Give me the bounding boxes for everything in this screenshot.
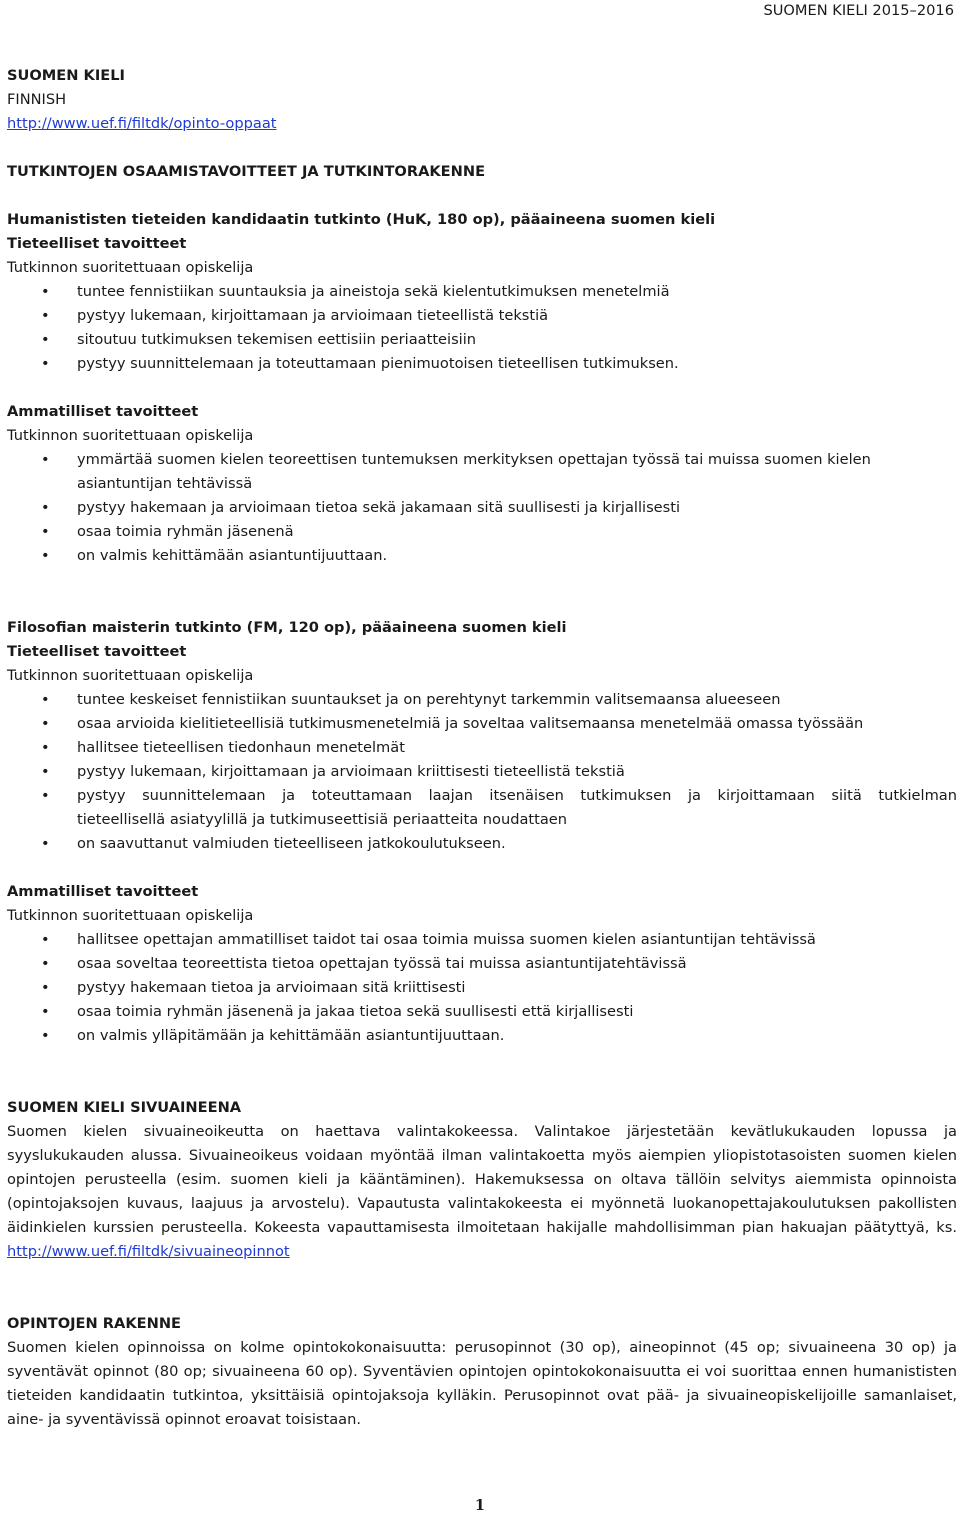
list-item-line: • ymmärtää suomen kielen teoreettisen tuntemuksen merkityksen opettajan työssä tai muissa suomen kielen bbox=[77, 451, 871, 468]
subject-title-en: FINNISH bbox=[7, 91, 67, 108]
minor-paragraph bbox=[7, 1120, 957, 1264]
list-item bbox=[7, 448, 957, 496]
fm-sci-heading: Tieteelliset tavoitteet bbox=[7, 643, 187, 660]
hum-pro-intro: Tutkinnon suoritettuaan opiskelija bbox=[7, 427, 254, 444]
running-header: SUOMEN KIELI 2015–2016 bbox=[763, 2, 954, 19]
list-item: • tuntee fennistiikan suuntauksia ja aineistoja sekä kielentutkimuksen menetelmiä bbox=[7, 280, 957, 304]
list-item: • pystyy suunnittelemaan ja toteuttamaan pienimuotoisen tieteellisen tutkimuksen. bbox=[7, 352, 957, 376]
list-item: • pystyy hakemaan ja arvioimaan tietoa sekä jakamaan sitä suullisesti ja kirjallisesti bbox=[7, 496, 957, 520]
hum-pro-list bbox=[7, 448, 957, 568]
fm-sci-list bbox=[7, 688, 957, 856]
structure-title: OPINTOJEN RAKENNE bbox=[7, 1315, 182, 1332]
fm-sci-intro: Tutkinnon suoritettuaan opiskelija bbox=[7, 667, 254, 684]
page-number: 1 bbox=[474, 1497, 486, 1514]
hum-sci-heading: Tieteelliset tavoitteet bbox=[7, 235, 187, 252]
section-title: TUTKINTOJEN OSAAMISTAVOITTEET JA TUTKINTORAKENNE bbox=[7, 163, 486, 180]
list-item-line: • pystyy suunnittelemaan ja toteuttamaan laajan itsenäisen tutkimuksen ja kirjoittamaan siitä tutkielman bbox=[77, 787, 957, 804]
list-item: • on valmis ylläpitämään ja kehittämään asiantuntijuuttaan. bbox=[7, 1024, 957, 1048]
list-item: • pystyy lukemaan, kirjoittamaan ja arvioimaan kriittisesti tieteellistä tekstiä bbox=[7, 760, 957, 784]
list-item-line: asiantuntijan tehtävissä bbox=[77, 475, 253, 492]
fm-pro-list bbox=[7, 928, 957, 1048]
list-item: • hallitsee opettajan ammatilliset taidot tai osaa toimia muissa suomen kielen asiantuntijan tehtävissä bbox=[7, 928, 957, 952]
list-item bbox=[7, 784, 957, 832]
list-item: • osaa arvioida kielitieteellisiä tutkimusmenetelmiä ja soveltaa valitsemaansa menetelmää omassa työssään bbox=[7, 712, 957, 736]
fm-pro-heading: Ammatilliset tavoitteet bbox=[7, 883, 199, 900]
minor-studies-link[interactable]: http://www.uef.fi/filtdk/sivuaineopinnot bbox=[7, 1243, 290, 1260]
structure-paragraph: Suomen kielen opinnoissa on kolme opintokokonaisuutta: perusopinnot (30 op), aineopinnot (45 op; sivuaineena 30 op) ja syventävät opinnot (80 op; sivuaineena 60 op). Syventävien opintojen opintokokonaisuutta ei voi suorittaa ennen humanististen tieteiden kandidaatin tutkintoa, yksittäisiä opintojaksoja kylläkin. Perusopinnot ovat pää- ja sivuaineopiskelijoille samanlaiset, aine- ja syventävissä opinnot eroavat toisistaan. bbox=[7, 1339, 957, 1428]
study-guide-link[interactable]: http://www.uef.fi/filtdk/opinto-oppaat bbox=[7, 115, 277, 132]
subject-title: SUOMEN KIELI bbox=[7, 67, 125, 84]
minor-body: Suomen kielen sivuaineoikeutta on haettava valintakokeessa. Valintakoe järjestetään kevätlukukauden lopussa ja syyslukukauden alussa. Sivuaineoikeus voidaan myöntää ilman valintakoetta myös aiempien yliopistotasoisten suomen kielen opintojen perusteella (esim. suomen kieli ja kääntäminen). Hakemuksessa on oltava tällöin selvitys aiemmista opinnoista (opintojaksojen kuvaus, laajuus ja arvostelu). Vapautusta valintakokeesta ei myönnetä luokanopettajakoulutuksen pakollisten äidinkielen kurssien perusteella. Kokeesta vapauttamisesta ilmoitetaan hakijalle mahdollisimman pian hakuajan päätyttyä, ks. bbox=[7, 1123, 957, 1236]
hum-sci-list bbox=[7, 280, 957, 376]
fm-pro-intro: Tutkinnon suoritettuaan opiskelija bbox=[7, 907, 254, 924]
list-item: • osaa toimia ryhmän jäsenenä ja jakaa tietoa sekä suullisesti että kirjallisesti bbox=[7, 1000, 957, 1024]
list-item: • osaa toimia ryhmän jäsenenä bbox=[7, 520, 957, 544]
hum-pro-heading: Ammatilliset tavoitteet bbox=[7, 403, 199, 420]
list-item: • sitoutuu tutkimuksen tekemisen eettisiin periaatteisiin bbox=[7, 328, 957, 352]
list-item: • pystyy hakemaan tietoa ja arvioimaan sitä kriittisesti bbox=[7, 976, 957, 1000]
document-body bbox=[7, 64, 957, 1432]
minor-title: SUOMEN KIELI SIVUAINEENA bbox=[7, 1099, 242, 1116]
fm-degree-title: Filosofian maisterin tutkinto (FM, 120 op), pääaineena suomen kieli bbox=[7, 619, 567, 636]
list-item: • osaa soveltaa teoreettista tietoa opettajan työssä tai muissa asiantuntijatehtävissä bbox=[7, 952, 957, 976]
list-item: • hallitsee tieteellisen tiedonhaun menetelmät bbox=[7, 736, 957, 760]
hum-sci-intro: Tutkinnon suoritettuaan opiskelija bbox=[7, 259, 254, 276]
list-item-line: tieteellisellä asiatyylillä ja tutkimuseettisiä periaatteita noudattaen bbox=[77, 811, 568, 828]
list-item: • pystyy lukemaan, kirjoittamaan ja arvioimaan tieteellistä tekstiä bbox=[7, 304, 957, 328]
hum-degree-title: Humanististen tieteiden kandidaatin tutkinto (HuK, 180 op), pääaineena suomen kieli bbox=[7, 211, 716, 228]
list-item: • on saavuttanut valmiuden tieteelliseen jatkokoulutukseen. bbox=[7, 832, 957, 856]
list-item: • tuntee keskeiset fennistiikan suuntaukset ja on perehtynyt tarkemmin valitsemaansa alueeseen bbox=[7, 688, 957, 712]
list-item: • on valmis kehittämään asiantuntijuuttaan. bbox=[7, 544, 957, 568]
